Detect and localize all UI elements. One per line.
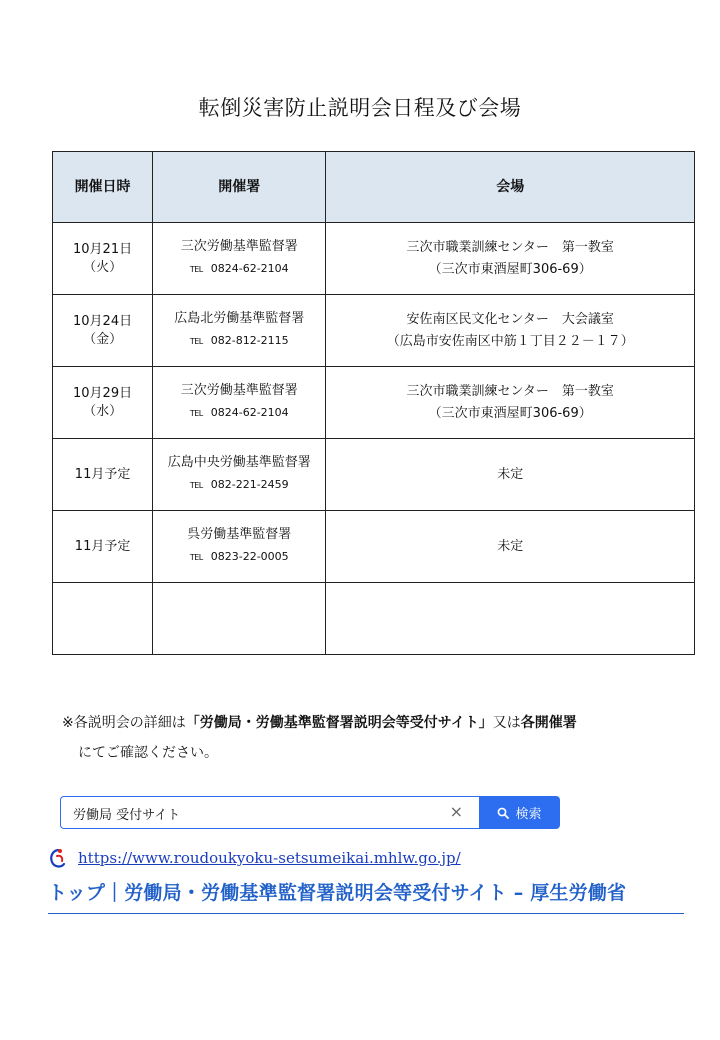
tel-icon: TEL (189, 409, 203, 418)
date-text: 10月21日 (73, 241, 133, 257)
note-offices: 各開催署 (520, 715, 577, 731)
date-cell (53, 295, 153, 367)
office-cell (153, 511, 326, 583)
schedule-table (52, 151, 695, 655)
table-row (53, 511, 695, 583)
table-row (53, 223, 695, 295)
table-row (53, 439, 695, 511)
venue-cell (326, 439, 695, 511)
note-site-name: 「労働局・労働基準監督署説明会等受付サイト」 (185, 715, 493, 731)
date-text: 10月29日 (73, 385, 133, 401)
date-text: 11月予定 (74, 466, 131, 482)
site-title-link[interactable]: トップ｜労働局・労働基準監督署説明会等受付サイト – 厚生労働省 (48, 878, 684, 914)
table-row-empty (53, 583, 695, 655)
date-text: 11月予定 (74, 538, 131, 554)
venue-cell (326, 511, 695, 583)
date-cell (53, 439, 153, 511)
office-name: 呉労働基準監督署 (187, 527, 292, 542)
office-cell (153, 439, 326, 511)
table-row (53, 295, 695, 367)
search-query: 労働局 受付サイト (73, 808, 181, 823)
office-tel (153, 332, 325, 351)
tel-number: 0824-62-2104 (210, 262, 289, 275)
tel-icon: TEL (189, 337, 203, 346)
tel-icon: TEL (189, 265, 203, 274)
header-office: 開催署 (153, 152, 326, 223)
header-venue: 会場 (326, 152, 695, 223)
venue-cell (326, 367, 695, 439)
office-name: 三次労働基準監督署 (180, 383, 298, 398)
header-date: 開催日時 (53, 152, 153, 223)
venue-address: （広島市安佐南区中筋１丁目２２－１７） (386, 333, 634, 349)
venue-name: 安佐南区民文化センター 大会議室 (406, 311, 614, 327)
mhlw-logo-icon (48, 847, 68, 869)
empty-cell (326, 583, 695, 655)
date-text: 10月24日 (73, 313, 133, 329)
search-bar (60, 796, 560, 829)
office-tel (153, 404, 325, 423)
note-prefix: ※各説明会の詳細は (62, 715, 186, 731)
tel-number: 082-812-2115 (210, 334, 289, 347)
search-button-label: 検索 (515, 807, 542, 822)
site-url-link[interactable]: https://www.roudoukyoku-setsumeikai.mhlw.go.jp/ (78, 849, 461, 867)
search-icon (497, 807, 509, 819)
tel-icon: TEL (189, 481, 203, 490)
tel-number: 082-221-2459 (210, 478, 289, 491)
empty-cell (53, 583, 153, 655)
office-name: 広島北労働基準監督署 (174, 311, 305, 326)
office-name: 広島中央労働基準監督署 (167, 455, 311, 470)
venue-cell (326, 223, 695, 295)
tel-number: 0824-62-2104 (210, 406, 289, 419)
date-cell (53, 367, 153, 439)
office-tel (153, 260, 325, 279)
date-cell (53, 511, 153, 583)
venue-name: 未定 (497, 538, 524, 554)
page-title: 転倒災害防止説明会日程及び会場 (198, 96, 522, 120)
date-cell (53, 223, 153, 295)
table-header-row (53, 152, 695, 223)
table-row (53, 367, 695, 439)
office-cell (153, 295, 326, 367)
office-cell (153, 367, 326, 439)
note-middle: 又は (492, 715, 521, 731)
clear-icon[interactable]: × (449, 802, 463, 821)
venue-name: 三次市職業訓練センター 第一教室 (406, 383, 614, 399)
search-button[interactable] (479, 796, 560, 829)
tel-number: 0823-22-0005 (210, 550, 289, 563)
venue-name: 未定 (497, 466, 524, 482)
weekday-text: （金） (83, 331, 123, 347)
empty-cell (153, 583, 326, 655)
tel-icon: TEL (189, 553, 203, 562)
note-text (62, 708, 702, 768)
venue-address: （三次市東酒屋町306-69） (428, 261, 592, 277)
venue-name: 三次市職業訓練センター 第一教室 (406, 239, 614, 255)
note-line2: にてご確認ください。 (78, 745, 218, 761)
office-name: 三次労働基準監督署 (180, 239, 298, 254)
search-input[interactable] (60, 796, 479, 829)
office-tel (153, 476, 325, 495)
weekday-text: （火） (83, 259, 123, 275)
venue-cell (326, 295, 695, 367)
venue-address: （三次市東酒屋町306-69） (428, 405, 592, 421)
office-cell (153, 223, 326, 295)
weekday-text: （水） (83, 403, 123, 419)
link-row (48, 846, 461, 870)
office-tel (153, 548, 325, 567)
